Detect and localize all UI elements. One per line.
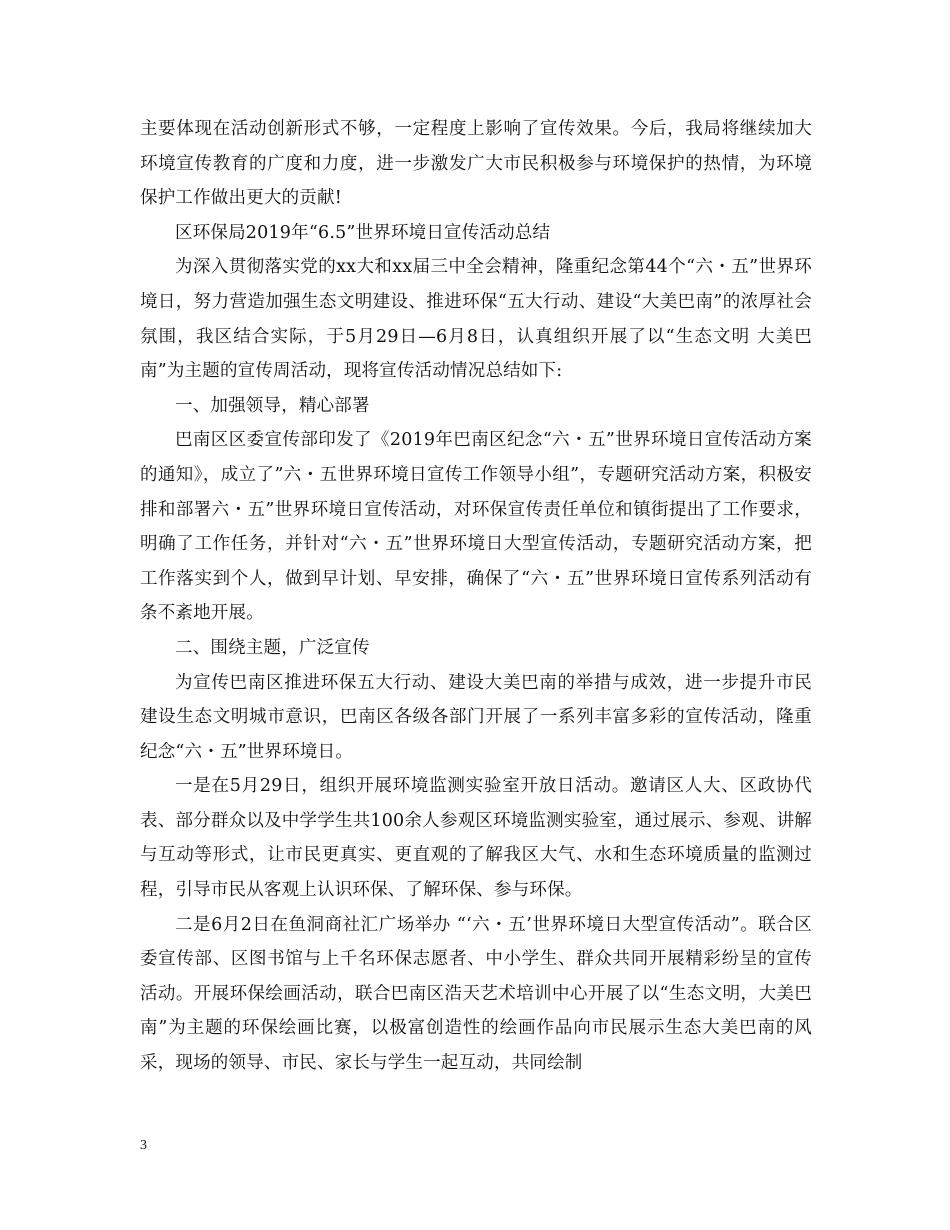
paragraph-continuation: 主要体现在活动创新形式不够，一定程度上影响了宣传效果。今后，我局将继续加大环境宣传教育的广度和力度，进一步激发广大市民积极参与环境保护的热情，为环境保护工作做出更大的贡献! xyxy=(140,119,812,209)
document-body xyxy=(140,112,812,1081)
paragraph-publicity: 为宣传巴南区推进环保五大行动、建设大美巴南的举措与成效，进一步提升市民建设生态文明城市意识，巴南区各级各部门开展了一系列丰富多彩的宣传活动，隆重纪念“六・五”世界环境日。 xyxy=(140,672,812,762)
paragraph-intro: 为深入贯彻落实党的xx大和xx届三中全会精神，隆重纪念第44个“六・五”世界环境日，努力营造加强生态文明建设、推进环保“五大行动、建设“大美巴南”的浓厚社会氛围，我区结合实际，于5月29日—6月8日，认真组织开展了以“生态文明 大美巴南”为主题的宣传周活动，现将宣传活动情况总结如下: xyxy=(140,257,812,382)
paragraph-item-1: 一是在5月29日，组织开展环境监测实验室开放日活动。邀请区人大、区政协代表、部分群众以及中学学生共100余人参观区环境监测实验室，通过展示、参观、讲解与互动等形式，让市民更真实、更直观的了解我区大气、水和生态环境质量的监测过程，引导市民从客观上认识环保、了解环保、参与环保。 xyxy=(140,776,812,901)
section-title: 区环保局2019年“6.5”世界环境日宣传活动总结 xyxy=(175,222,551,243)
page-number: 3 xyxy=(140,1138,147,1153)
paragraph-leadership: 巴南区区委宣传部印发了《2019年巴南区纪念“六・五”世界环境日宣传活动方案的通知》，成立了”六・五世界环境日宣传工作领导小组”，专题研究活动方案，积极安排和部署六・五”世界环境日宣传活动，对环保宣传责任单位和镇街提出了工作要求，明确了工作任务，并针对“六・五”世界环境日大型宣传活动，专题研究活动方案，把工作落实到个人，做到早计划、早安排，确保了“六・五”世界环境日宣传系列活动有条不紊地开展。 xyxy=(140,430,812,624)
paragraph-item-2: 二是6月2日在鱼洞商社汇广场举办 “‘六・五’世界环境日大型宣传活动”。联合区委宣传部、区图书馆与上千名环保志愿者、中小学生、群众共同开展精彩纷呈的宣传活动。开展环保绘画活动，联合巴南区浩天艺术培训中心开展了以“生态文明，大美巴南”为主题的环保绘画比赛，以极富创造性的绘画作品向市民展示生态大美巴南的风采，现场的领导、市民、家长与学生一起互动，共同绘制 xyxy=(140,914,812,1074)
heading-2: 二、围绕主题，广泛宣传 xyxy=(175,637,370,658)
heading-1: 一、加强领导，精心部署 xyxy=(175,395,370,416)
